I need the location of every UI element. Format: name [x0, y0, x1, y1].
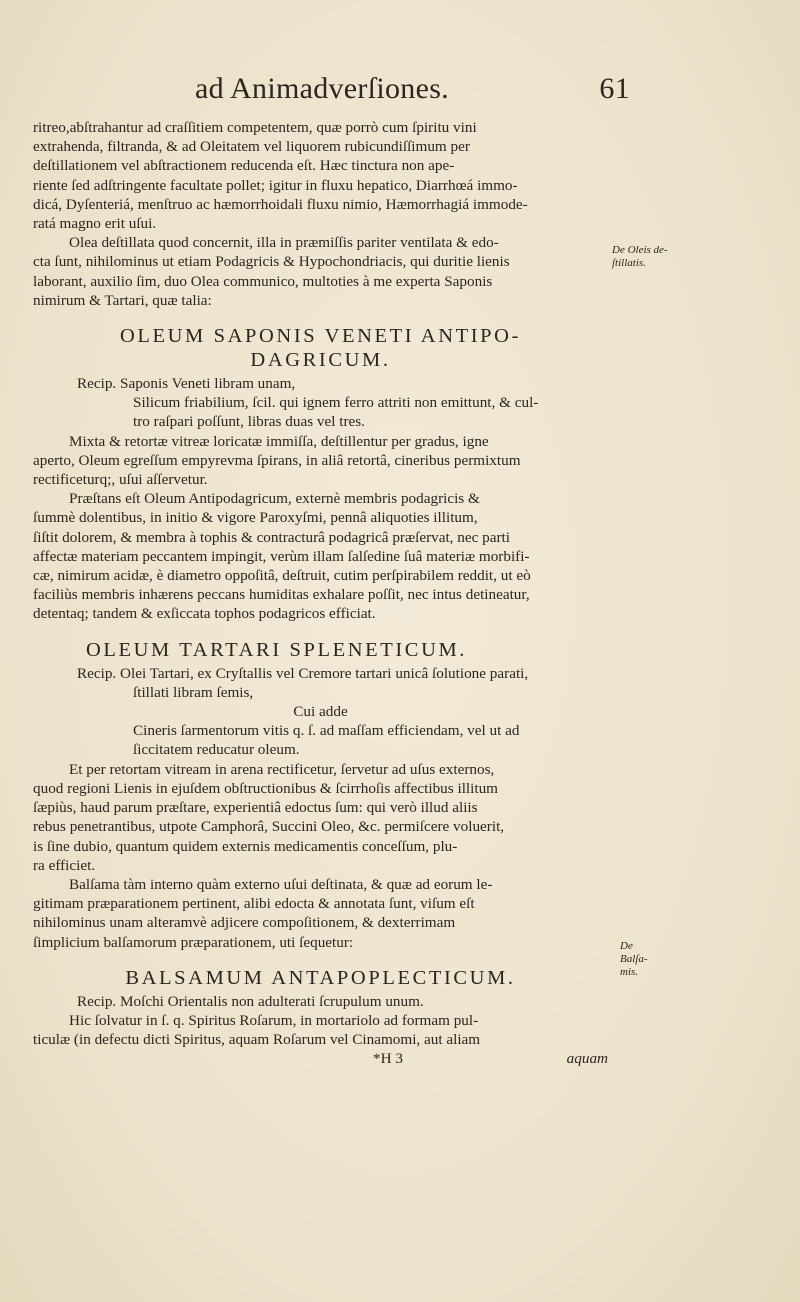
- recipe-line: ſiccitatem reducatur oleum.: [133, 741, 300, 759]
- text-line: Præſtans eſt Oleum Antipodagricum, externè membris podagricis &: [69, 490, 480, 508]
- recipe-line: Cui adde: [293, 703, 348, 721]
- text-line: cæ, nimirum acidæ, è diametro oppoſitâ, deſtruit, cutim perſpirabilem reddit, ut eò: [33, 567, 531, 585]
- page-footer: [33, 1049, 608, 1068]
- recipe-line: Recip. Saponis Veneti libram unam,: [77, 375, 296, 393]
- catchword: aquam: [566, 1050, 608, 1068]
- text-line: ſummè dolentibus, in initio & vigore Paroxyſmi, pennâ aliquoties illitum,: [33, 509, 478, 527]
- text-line: nihilominus unam alteramvè adjicere compoſitionem, & dexterrimam: [33, 914, 456, 932]
- text-line: Mixta & retortæ vitreæ loricatæ immiſſa, deſtillentur per gradus, igne: [69, 432, 489, 450]
- text-line: Olea deſtillata quod concernit, illa in præmiſſis pariter ventilata & edo-: [69, 234, 499, 252]
- text-line: extrahenda, filtranda, & ad Oleitatem vel liquorem rubicundiſſimum per: [33, 138, 470, 156]
- recipe-line: Recip. Olei Tartari, ex Cryſtallis vel Cremore tartari unicâ ſolutione parati,: [77, 664, 529, 682]
- text-line: affectæ materiam peccantem impingit, verùm illam ſalſedine ſuâ materiæ morbifi-: [33, 547, 530, 565]
- text-line: ra efficiet.: [33, 856, 96, 874]
- margin-note-balsamis: [620, 940, 648, 979]
- text-line: Hic ſolvatur in ſ. q. Spiritus Roſarum, in mortariolo ad formam pul-: [69, 1011, 479, 1029]
- text-line: detentaq; tandem & exſiccata tophos podagricos efficiat.: [33, 605, 376, 623]
- recipe-line: Silicum friabilium, ſcil. qui ignem ferro attriti non emittunt, & cul-: [133, 394, 539, 412]
- heading-line: BALSAMUM ANTAPOPLECTICUM.: [125, 966, 516, 989]
- text-line: is ſine dubio, quantum quidem externis medicamentis conceſſum, plu-: [33, 837, 458, 855]
- text-line: cta ſunt, nihilominus ut etiam Podagricis & Hypochondriacis, qui duritie lienis: [33, 253, 510, 271]
- recipe-block: [33, 374, 608, 432]
- heading-line: OLEUM SAPONIS VENETI ANTIPO-: [120, 325, 521, 348]
- page-body: [33, 118, 608, 1069]
- recipe-line: Recip. Moſchi Orientalis non adulterati ſcrupulum unum.: [77, 992, 424, 1010]
- text-line: rectificeturq;, uſui aſſervetur.: [33, 471, 208, 489]
- margin-note-oleis: [612, 244, 668, 270]
- text-line: gitimam præparationem pertinent, alibi edocta & annotata ſunt, viſum eſt: [33, 895, 475, 913]
- signature-mark: *H 3: [373, 1050, 403, 1068]
- running-title: ad Animadverſiones.: [195, 72, 449, 105]
- text-line: quod regioni Lienis in ejuſdem obſtructionibus & ſcirrhoſis affectibus illitum: [33, 779, 498, 797]
- text-line: Balſama tàm interno quàm externo uſui deſtinata, & quæ ad eorum le-: [69, 875, 493, 893]
- margin-note-line: Balſa-: [620, 953, 648, 965]
- text-line: ſæpiùs, haud parum præſtare, experientiâ edoctus ſum: qui verò illud aliis: [33, 799, 478, 817]
- margin-note-line: De: [620, 940, 633, 952]
- margin-note-line: ſtillatis.: [612, 257, 646, 269]
- heading-line: DAGRICUM.: [250, 349, 391, 372]
- text-line: aperto, Oleum egreſſum empyrevma ſpirans, in aliâ retortâ, cineribus permixtum: [33, 451, 521, 469]
- recipe-line: Cineris ſarmentorum vitis q. ſ. ad maſſam efficiendam, vel ut ad: [133, 722, 520, 740]
- text-line: laborant, auxilio ſim, duo Olea communico, multoties à me experta Saponis: [33, 272, 493, 290]
- section-heading-oleum-saponis: [33, 324, 608, 372]
- recipe-line: tro raſpari poſſunt, libras duas vel tres.: [133, 413, 365, 431]
- text-line: Et per retortam vitream in arena rectificetur, ſervetur ad uſus externos,: [69, 760, 495, 778]
- text-line: ſiſtit dolorem, & membra à tophis & contracturâ podagricâ præſervat, nec parti: [33, 528, 510, 546]
- text-line: nimirum & Tartari, quæ talia:: [33, 291, 212, 309]
- text-line: ticulæ (in defectu dicti Spiritus, aquam Roſarum vel Cinamomi, aut aliam: [33, 1031, 481, 1049]
- recipe-block: [33, 992, 608, 1011]
- recipe-block: [33, 664, 608, 760]
- text-line: ſimplicium balſamorum præparationem, uti ſequetur:: [33, 933, 354, 951]
- text-line: riente ſed adſtringente facultate pollet; igitur in fluxu hepatico, Diarrhœá immo-: [33, 176, 518, 194]
- text-line: dicá, Dyſenteriá, menſtruo ac hæmorrhoidali fluxu nimio, Hæmorrhagiá immode-: [33, 195, 528, 213]
- page-number: 61: [599, 72, 630, 105]
- heading-line: OLEUM TARTARI SPLENETICUM.: [86, 638, 468, 661]
- recipe-line: ſtillati libram ſemis,: [133, 683, 254, 701]
- text-line: faciliùs membris inhærens peccans humiditas exhalare poſſit, nec intus detineatur,: [33, 586, 530, 604]
- text-line: ritreo,abſtrahantur ad craſſitiem competentem, quæ porrò cum ſpiritu vini: [33, 119, 477, 136]
- text-line: deſtillationem vel abſtractionem reducenda eſt. Hæc tinctura non ape-: [33, 157, 455, 175]
- text-line: ratá magno erit uſui.: [33, 215, 157, 233]
- section-heading-oleum-tartari: [33, 638, 608, 662]
- text-line: rebus penetrantibus, utpote Camphorâ, Succini Oleo, &c. permiſcere voluerit,: [33, 818, 505, 836]
- margin-note-line: mis.: [620, 966, 639, 978]
- margin-note-line: De Oleis de-: [612, 244, 668, 256]
- section-heading-balsamum: [33, 966, 608, 990]
